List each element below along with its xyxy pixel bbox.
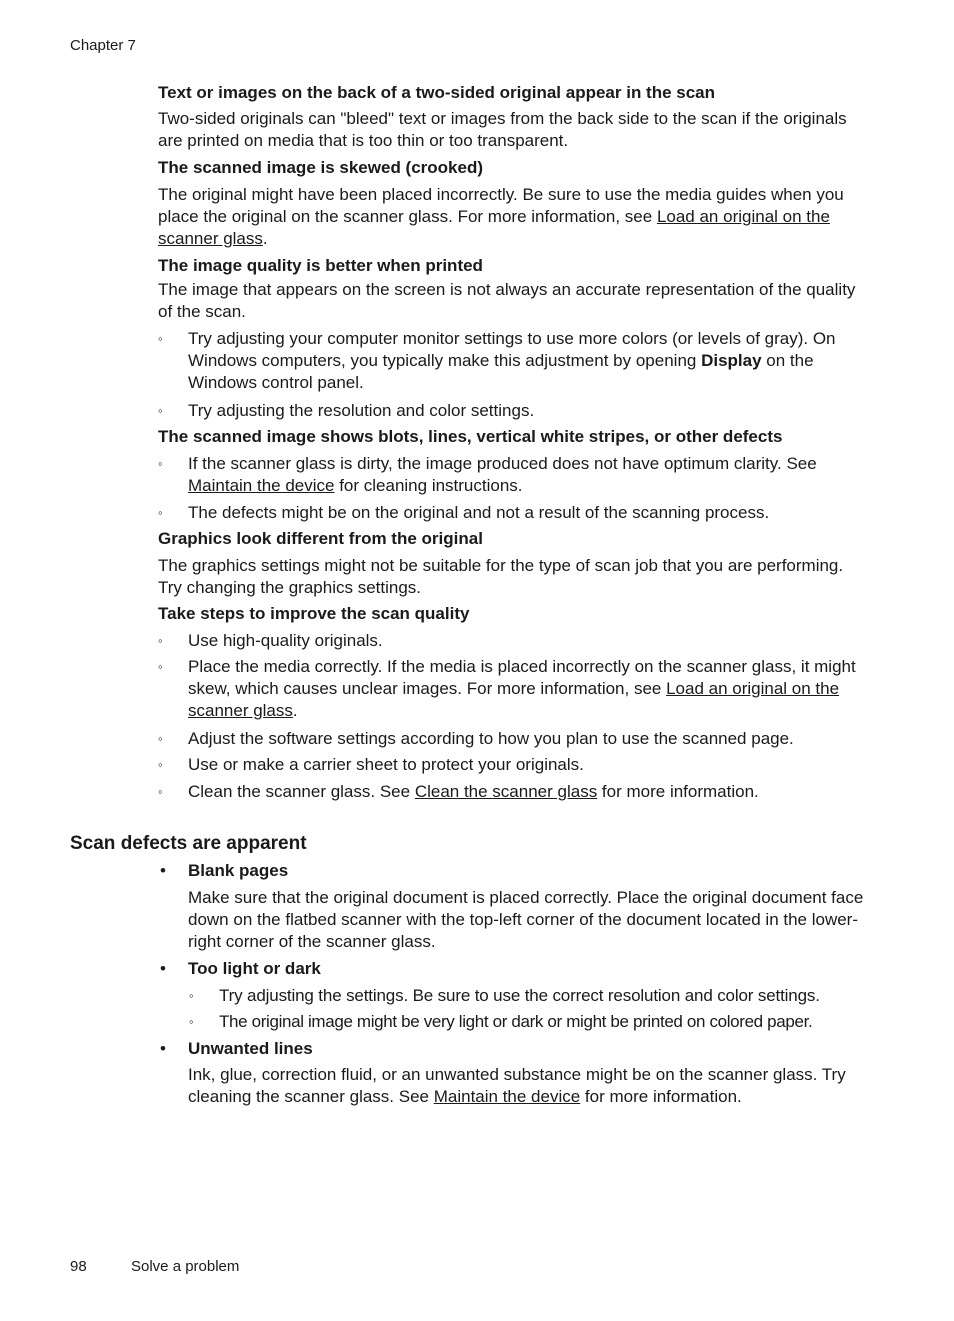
- dot-bullet-icon: •: [160, 1039, 166, 1058]
- heading-skewed-image: The scanned image is skewed (crooked): [158, 158, 484, 177]
- paragraph-image-quality: The image that appears on the screen is not always an accurate representation of the quality of the scan.: [158, 280, 856, 321]
- text-segment: for cleaning instructions.: [334, 476, 523, 495]
- paragraph-two-sided-bleed: Two-sided originals can "bleed" text or images from the back side to the scan if the originals are printed on media that is too thin or too transparent.: [158, 109, 847, 150]
- text-segment: .: [262, 229, 268, 248]
- paragraph-blank-pages: Make sure that the original document is placed correctly. Place the original document face down on the flatbed scanner with the top-left corner of the document located in the lower-right corner of the scanner glass.: [188, 888, 864, 951]
- text-segment: Ink, glue, correction fluid, or an unwanted substance might be on the scanner glass. Try cleaning the scanner glass. See: [188, 1065, 846, 1106]
- list-item: The defects might be on the original and not a result of the scanning process.: [188, 503, 770, 522]
- heading-image-quality: The image quality is better when printed: [158, 256, 483, 275]
- circle-bullet-icon: ◦: [158, 456, 163, 471]
- list-item: [188, 656, 870, 722]
- paragraph-skewed-image: [158, 184, 870, 250]
- dot-bullet-icon: •: [160, 959, 166, 978]
- running-footer: [70, 1258, 239, 1275]
- circle-bullet-icon: ◦: [158, 757, 163, 772]
- list-item: [188, 453, 870, 497]
- circle-bullet-icon: ◦: [189, 1014, 194, 1029]
- text-segment: If the scanner glass is dirty, the image produced does not have optimum clarity. See: [188, 454, 817, 473]
- heading-improve-quality: Take steps to improve the scan quality: [158, 604, 470, 623]
- link-maintain-device[interactable]: Maintain the device: [433, 1087, 581, 1106]
- text-segment: Try adjusting your computer monitor settings to use more colors (or levels of gray). On Windows computers, you typically make this adjustment by opening: [188, 329, 836, 370]
- link-load-original[interactable]: Load an original on the scanner glass: [158, 207, 830, 248]
- circle-bullet-icon: ◦: [158, 784, 163, 799]
- list-item: [188, 781, 870, 803]
- paragraph-unwanted-lines: [188, 1064, 870, 1108]
- dot-bullet-icon: •: [160, 861, 166, 880]
- circle-bullet-icon: ◦: [158, 331, 163, 346]
- footer-section-title: Solve a problem: [131, 1258, 240, 1275]
- link-maintain-device[interactable]: Maintain the device: [188, 476, 335, 495]
- list-item: Use high-quality originals.: [188, 631, 383, 650]
- list-item-title-blank-pages: Blank pages: [188, 861, 289, 880]
- page-number: 98: [70, 1258, 87, 1275]
- text-segment: Clean the scanner glass. See: [188, 782, 415, 801]
- list-item-title-too-light-dark: Too light or dark: [188, 959, 321, 978]
- list-item: The original image might be very light or dark or might be printed on colored paper.: [219, 1012, 813, 1031]
- heading-scan-defects: Scan defects are apparent: [70, 833, 307, 854]
- ui-term-display: Display: [701, 351, 762, 370]
- heading-blots-lines: The scanned image shows blots, lines, vertical white stripes, or other defects: [158, 427, 783, 446]
- circle-bullet-icon: ◦: [158, 659, 163, 674]
- circle-bullet-icon: ◦: [158, 731, 163, 746]
- text-segment: for more information.: [597, 782, 759, 801]
- text-segment: .: [292, 701, 298, 720]
- link-clean-scanner-glass[interactable]: Clean the scanner glass: [414, 782, 598, 801]
- circle-bullet-icon: ◦: [158, 403, 163, 418]
- circle-bullet-icon: ◦: [158, 633, 163, 648]
- list-item: Adjust the software settings according to how you plan to use the scanned page.: [188, 729, 794, 748]
- text-segment: Place the media correctly. If the media is placed incorrectly on the scanner glass, it might skew, which causes unclear images. For more information, see: [188, 657, 856, 698]
- heading-two-sided-bleed: Text or images on the back of a two-sided original appear in the scan: [158, 83, 716, 102]
- text-segment: The original might have been placed incorrectly. Be sure to use the media guides when you place the original on the scanner glass. For more information, see: [158, 185, 844, 226]
- text-segment: on the Windows control panel.: [188, 351, 814, 392]
- circle-bullet-icon: ◦: [158, 505, 163, 520]
- list-item: Use or make a carrier sheet to protect your originals.: [188, 755, 584, 774]
- list-item-title-unwanted-lines: Unwanted lines: [188, 1039, 313, 1058]
- circle-bullet-icon: ◦: [189, 988, 194, 1003]
- list-item: Try adjusting the resolution and color settings.: [188, 401, 535, 420]
- link-load-original[interactable]: Load an original on the scanner glass: [188, 679, 840, 720]
- running-header: Chapter 7: [70, 37, 136, 54]
- list-item: Try adjusting the settings. Be sure to use the correct resolution and color settings.: [219, 986, 820, 1005]
- text-segment: for more information.: [580, 1087, 742, 1106]
- list-item: [188, 328, 870, 394]
- heading-graphics-different: Graphics look different from the original: [158, 529, 483, 548]
- paragraph-graphics-different: The graphics settings might not be suitable for the type of scan job that you are performing. Try changing the graphics settings.: [158, 556, 844, 597]
